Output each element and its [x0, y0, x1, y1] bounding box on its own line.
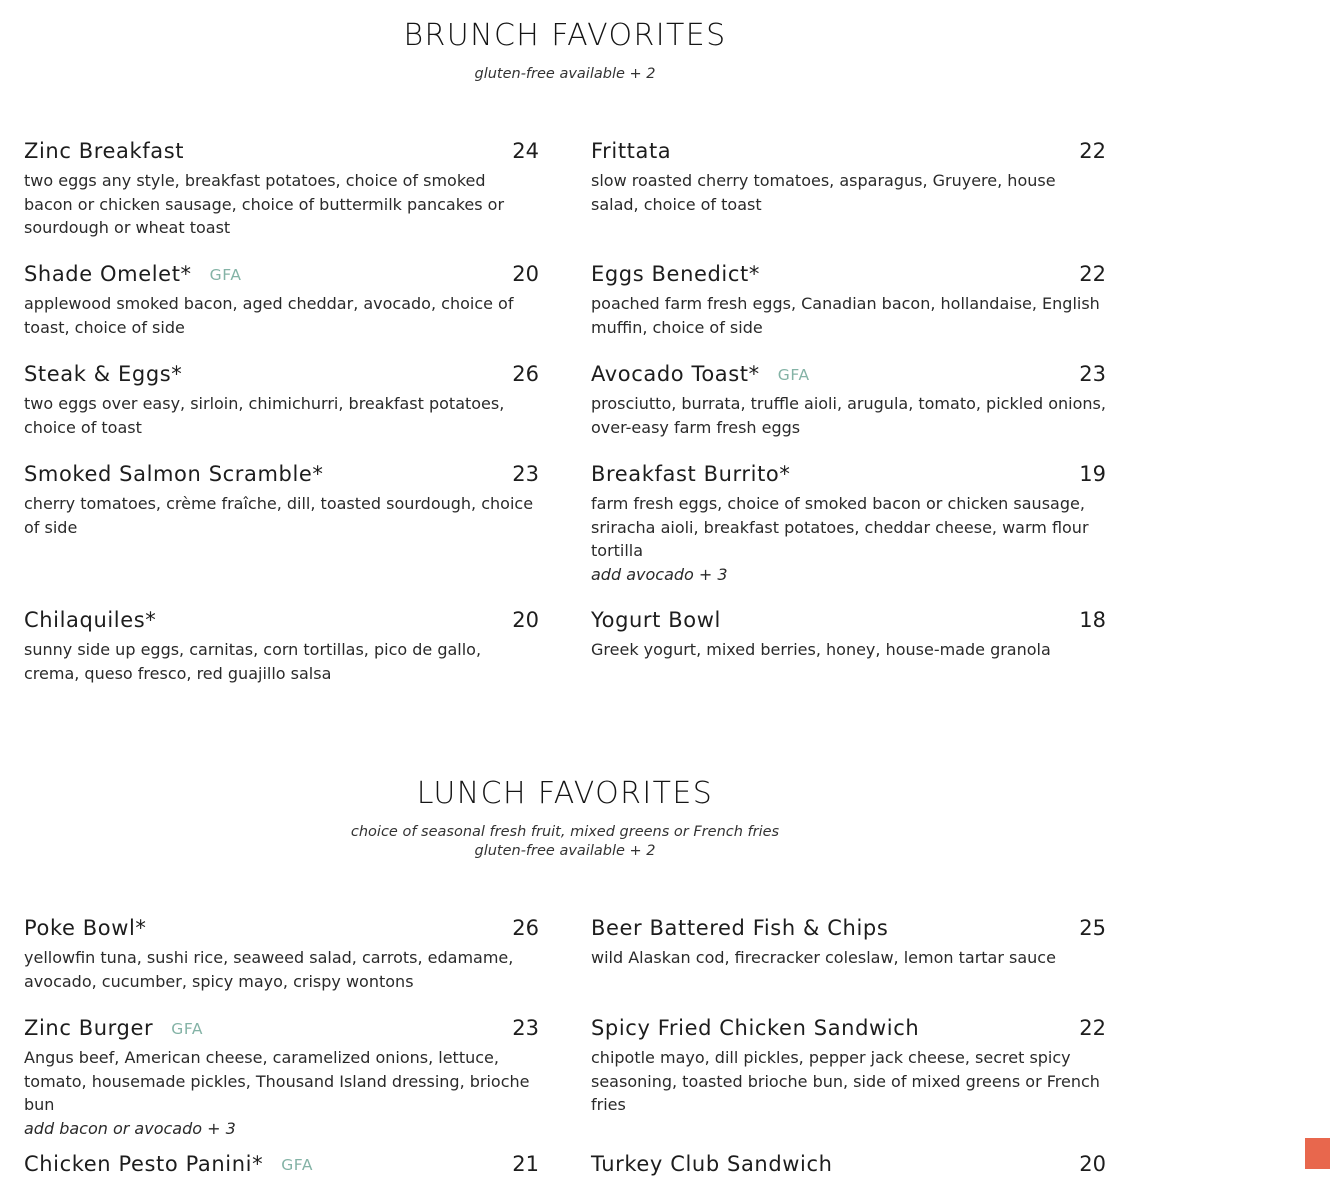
item-name: Chilaquiles* — [24, 608, 157, 632]
menu-item-fish-and-chips — [591, 914, 1106, 970]
lunch-section-title: LUNCH FAVORITES — [416, 776, 714, 811]
menu-item-shade-omelet — [24, 260, 539, 339]
item-description: applewood smoked bacon, aged cheddar, avocado, choice of toast, choice of side — [24, 294, 514, 337]
item-price: 23 — [1079, 362, 1106, 386]
item-description: Greek yogurt, mixed berries, honey, house-made granola — [591, 640, 1051, 659]
item-price: 20 — [512, 608, 539, 632]
brunch-section-title: BRUNCH FAVORITES — [403, 18, 727, 53]
item-name: Eggs Benedict* — [591, 262, 760, 286]
menu-item-smoked-salmon-scramble — [24, 460, 539, 539]
lunch-sides-note: choice of seasonal fresh fruit, mixed greens or French fries — [350, 824, 780, 840]
menu-item-steak-and-eggs — [24, 360, 539, 439]
gluten-free-available-badge: GFA — [171, 1020, 204, 1038]
item-price: 22 — [1079, 1016, 1106, 1040]
item-price: 20 — [512, 262, 539, 286]
gluten-free-available-badge: GFA — [777, 366, 810, 384]
item-name: Chicken Pesto Panini* — [24, 1152, 264, 1176]
item-description: farm fresh eggs, choice of smoked bacon or chicken sausage, sriracha aioli, breakfast potatoes, cheddar cheese, warm flour tortilla — [591, 494, 1089, 560]
menu-item-frittata — [591, 137, 1106, 216]
menu-item-chilaquiles — [24, 606, 539, 685]
item-name: Shade Omelet* — [24, 262, 192, 286]
menu-item-zinc-breakfast — [24, 137, 539, 240]
item-name: Zinc Burger — [24, 1016, 154, 1040]
menu-item-spicy-fried-chicken-sandwich — [591, 1014, 1106, 1117]
item-description: two eggs any style, breakfast potatoes, choice of smoked bacon or chicken sausage, choice of buttermilk pancakes or sourdough or wheat toast — [24, 171, 505, 237]
item-price: 18 — [1079, 608, 1106, 632]
item-description: chipotle mayo, dill pickles, pepper jack cheese, secret spicy seasoning, toasted brioche bun, side of mixed greens or French fries — [591, 1048, 1100, 1114]
menu-item-yogurt-bowl — [591, 606, 1106, 662]
item-price: 24 — [512, 139, 539, 163]
item-price: 22 — [1079, 139, 1106, 163]
item-addon: add bacon or avocado + 3 — [24, 1118, 236, 1138]
item-description: sunny side up eggs, carnitas, corn tortillas, pico de gallo, crema, queso fresco, red guajillo salsa — [24, 640, 482, 683]
menu-item-turkey-club-sandwich — [591, 1150, 1106, 1178]
item-name: Breakfast Burrito* — [591, 462, 791, 486]
item-name: Yogurt Bowl — [591, 608, 721, 632]
item-description: Angus beef, American cheese, caramelized onions, lettuce, tomato, housemade pickles, Thousand Island dressing, brioche bun — [24, 1048, 530, 1114]
item-description: slow roasted cherry tomatoes, asparagus, Gruyere, house salad, choice of toast — [591, 171, 1056, 214]
menu-item-poke-bowl — [24, 914, 539, 993]
menu-item-avocado-toast — [591, 360, 1106, 439]
lunch-gluten-free-note: gluten-free available + 2 — [474, 843, 656, 859]
item-price: 20 — [1079, 1152, 1106, 1176]
menu-item-eggs-benedict — [591, 260, 1106, 339]
item-name: Frittata — [591, 139, 672, 163]
gluten-free-available-badge: GFA — [209, 266, 242, 284]
menu-item-breakfast-burrito — [591, 460, 1106, 586]
item-price: 23 — [512, 1016, 539, 1040]
item-name: Spicy Fried Chicken Sandwich — [591, 1016, 920, 1040]
item-name: Beer Battered Fish & Chips — [591, 916, 889, 940]
item-price: 26 — [512, 362, 539, 386]
item-name: Poke Bowl* — [24, 916, 147, 940]
item-description: two eggs over easy, sirloin, chimichurri, breakfast potatoes, choice of toast — [24, 394, 505, 437]
item-description: poached farm fresh eggs, Canadian bacon, hollandaise, English muffin, choice of side — [591, 294, 1100, 337]
gluten-free-available-badge: GFA — [281, 1156, 314, 1174]
item-name: Zinc Breakfast — [24, 139, 185, 163]
item-price: 26 — [512, 916, 539, 940]
menu-item-chicken-pesto-panini — [24, 1150, 539, 1178]
item-name: Avocado Toast* — [591, 362, 760, 386]
item-description: cherry tomatoes, crème fraîche, dill, toasted sourdough, choice of side — [24, 494, 534, 537]
item-description: wild Alaskan cod, firecracker coleslaw, lemon tartar sauce — [591, 948, 1056, 967]
item-name: Turkey Club Sandwich — [591, 1152, 833, 1176]
floating-action-button[interactable] — [1305, 1138, 1330, 1169]
item-price: 19 — [1079, 462, 1106, 486]
brunch-gluten-free-note: gluten-free available + 2 — [474, 66, 656, 82]
item-price: 21 — [512, 1152, 539, 1176]
item-description: prosciutto, burrata, truffle aioli, arugula, tomato, pickled onions, over-easy farm fresh eggs — [591, 394, 1106, 437]
menu-item-zinc-burger — [24, 1014, 539, 1140]
item-name: Steak & Eggs* — [24, 362, 183, 386]
item-price: 23 — [512, 462, 539, 486]
item-price: 22 — [1079, 262, 1106, 286]
item-price: 25 — [1079, 916, 1106, 940]
item-name: Smoked Salmon Scramble* — [24, 462, 324, 486]
item-description: yellowfin tuna, sushi rice, seaweed salad, carrots, edamame, avocado, cucumber, spicy mayo, crispy wontons — [24, 948, 514, 991]
item-addon: add avocado + 3 — [591, 564, 728, 584]
